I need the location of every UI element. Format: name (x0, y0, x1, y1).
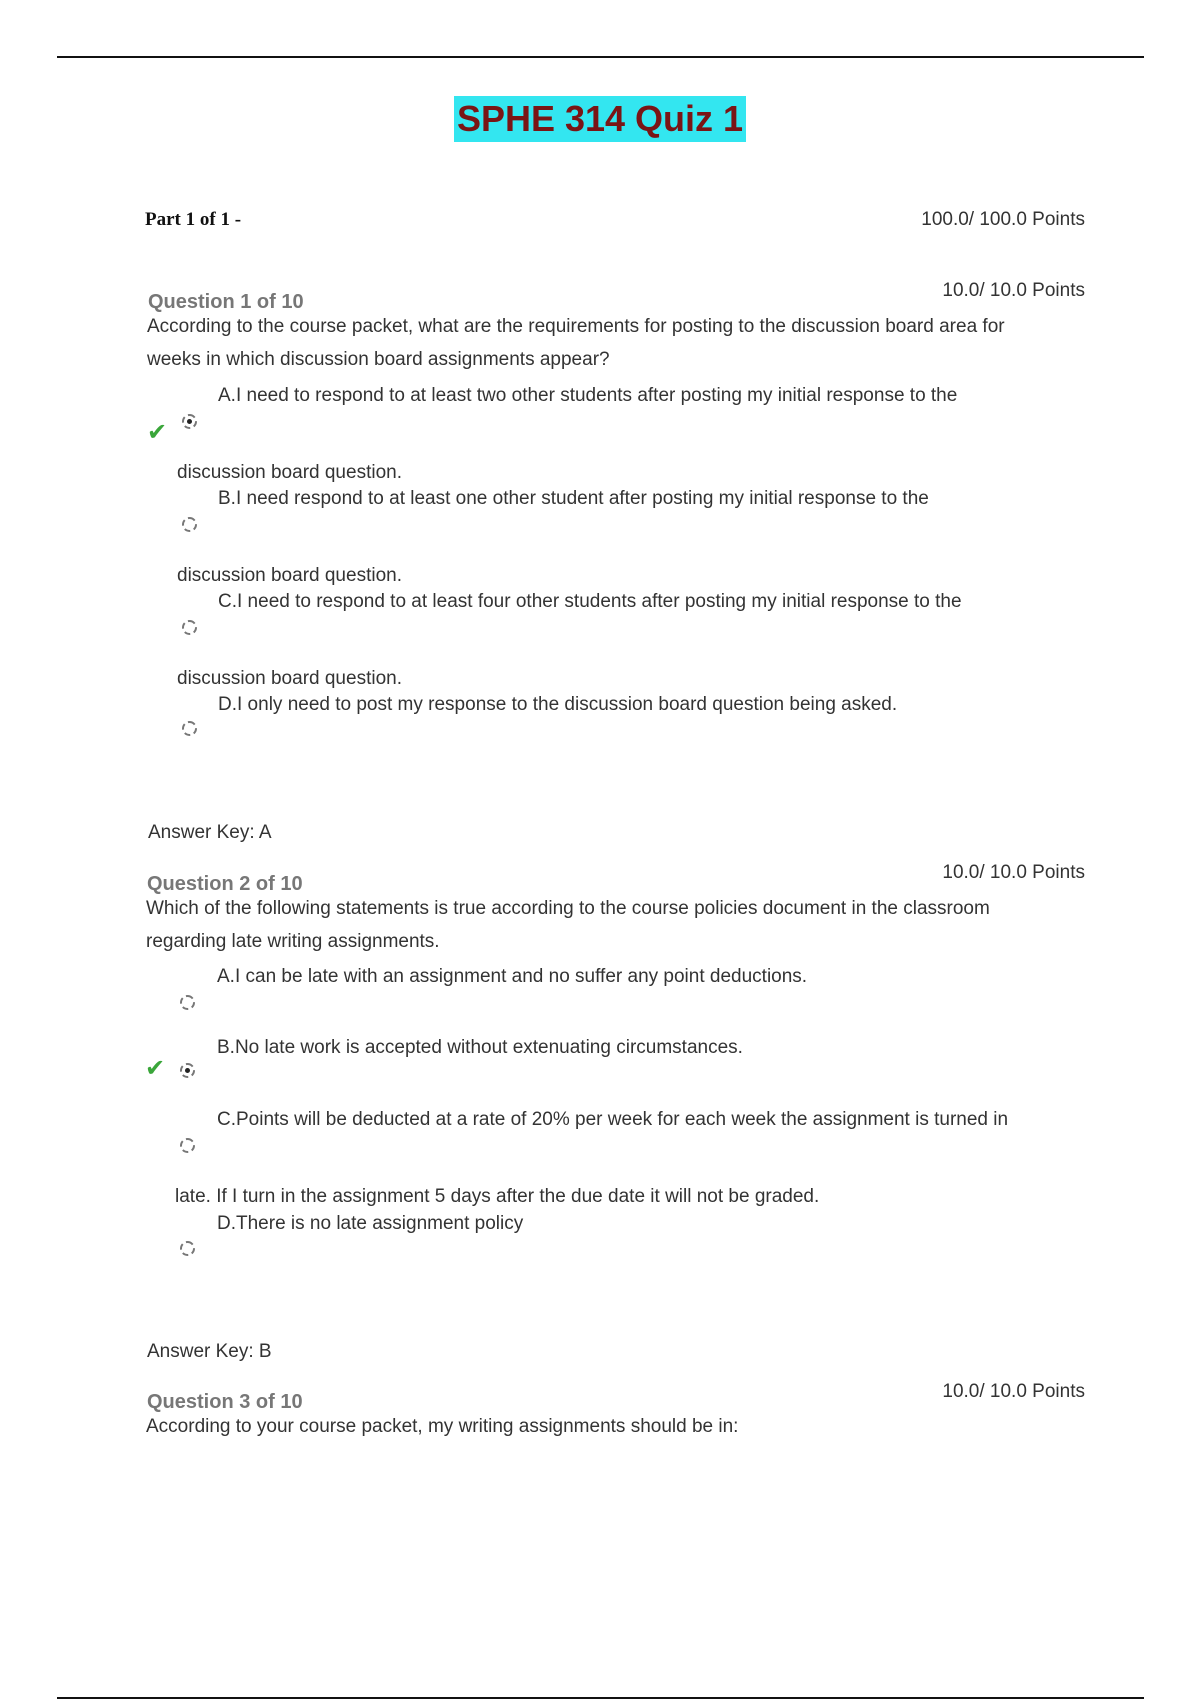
question-2-points: 10.0/ 10.0 Points (942, 862, 1085, 883)
question-2-option-b-radio[interactable] (180, 1063, 195, 1078)
question-1-option-b-radio[interactable] (182, 517, 197, 532)
checkmark-icon: ✔ (145, 1055, 166, 1082)
question-1-option-d-label: D.I only need to post my response to the discussion board question being asked. (218, 694, 898, 715)
question-1-option-b-continuation: discussion board question. (177, 565, 402, 586)
question-1-option-c-continuation: discussion board question. (177, 668, 402, 689)
question-3-text-line-1: According to your course packet, my writing assignments should be in: (146, 1416, 739, 1437)
question-1-option-c-radio[interactable] (182, 620, 197, 635)
question-1-option-b-label: B.I need respond to at least one other student after posting my initial response to the (218, 488, 929, 509)
question-2-text-line-2: regarding late writing assignments. (146, 931, 440, 952)
question-1-option-a-radio[interactable] (182, 414, 197, 429)
question-2-option-c-continuation: late. If I turn in the assignment 5 days after the due date it will not be graded. (175, 1186, 820, 1207)
question-1-option-c-label: C.I need to respond to at least four other students after posting my initial response to the (218, 591, 962, 612)
question-2-answer-key: Answer Key: B (147, 1341, 272, 1362)
question-3-number: Question 3 of 10 (147, 1391, 303, 1413)
question-1-option-a-continuation: discussion board question. (177, 462, 402, 483)
question-2-option-b-label: B.No late work is accepted without extenuating circumstances. (217, 1037, 743, 1058)
question-2-number: Question 2 of 10 (147, 873, 303, 895)
question-1-text-line-2: weeks in which discussion board assignments appear? (147, 349, 610, 370)
question-2-option-a-label: A.I can be late with an assignment and no suffer any point deductions. (217, 966, 808, 987)
question-2-option-c-label: C.Points will be deducted at a rate of 20% per week for each week the assignment is turned in (217, 1109, 1009, 1130)
question-2-option-a-radio[interactable] (180, 995, 195, 1010)
question-2-text-line-1: Which of the following statements is true according to the course policies document in the classroom (146, 898, 990, 919)
question-1-option-d-radio[interactable] (182, 721, 197, 736)
question-1-text-line-1: According to the course packet, what are the requirements for posting to the discussion board area for (147, 316, 1005, 337)
top-rule (57, 56, 1144, 58)
page-title: SPHE 314 Quiz 1 (0, 96, 1200, 142)
part-points: 100.0/ 100.0 Points (921, 209, 1085, 230)
question-3-points: 10.0/ 10.0 Points (942, 1381, 1085, 1402)
part-label: Part 1 of 1 - (145, 209, 242, 230)
question-1-option-a-label: A.I need to respond to at least two other students after posting my initial response to the (218, 385, 958, 406)
question-2-option-d-label: D.There is no late assignment policy (217, 1213, 524, 1234)
question-2-option-d-radio[interactable] (180, 1241, 195, 1256)
question-2-option-c-radio[interactable] (180, 1138, 195, 1153)
checkmark-icon: ✔ (147, 419, 168, 446)
question-1-number: Question 1 of 10 (148, 291, 304, 313)
question-1-answer-key: Answer Key: A (148, 822, 272, 843)
question-1-points: 10.0/ 10.0 Points (942, 280, 1085, 301)
bottom-rule (57, 1697, 1144, 1699)
